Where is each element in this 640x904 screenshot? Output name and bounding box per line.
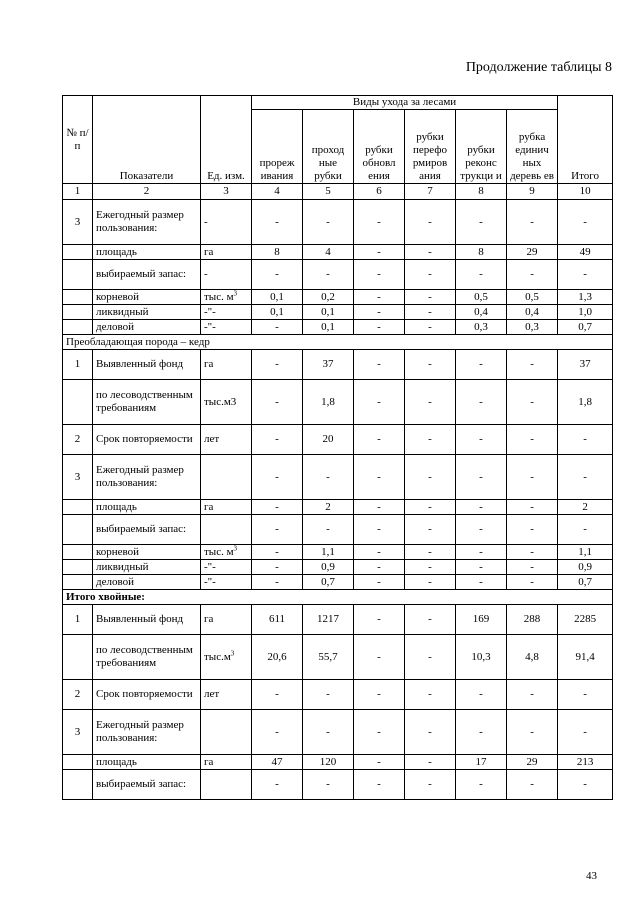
section-title: Итого хвойные: [63,590,613,605]
unit-text: тыс.м3 [204,395,237,408]
row-total: - [558,710,613,755]
row-total: 0,9 [558,560,613,575]
column-number: 3 [201,184,252,200]
table-row [63,305,613,320]
col-header-thinning: прореж ивания [252,110,303,184]
unit-text: лет [204,688,220,700]
row-total: 49 [558,245,613,260]
row-number [63,260,93,290]
row-total: 2285 [558,605,613,635]
row-value: 8 [252,245,303,260]
row-number [63,560,93,575]
row-value: - [405,200,456,245]
row-number [63,515,93,545]
row-value: - [303,455,354,500]
row-value: - [252,575,303,590]
row-value: 37 [303,350,354,380]
table-body [63,200,613,800]
row-value: - [354,680,405,710]
row-number: 3 [63,710,93,755]
section-row [63,590,613,605]
row-value: - [252,770,303,800]
row-value: - [354,500,405,515]
unit-text: - [204,215,208,228]
row-value: - [507,380,558,425]
unit-text: -"- [204,575,216,588]
row-indicator: Выявленный фонд [93,350,201,380]
table-caption: Продолжение таблицы 8 [465,60,612,75]
table-row [63,455,613,500]
row-value: - [405,680,456,710]
row-value: - [405,305,456,320]
row-value: 47 [252,755,303,770]
table-row [63,200,613,245]
row-unit [201,770,252,800]
row-value: - [354,290,405,305]
row-value: - [507,545,558,560]
row-value: 0,5 [456,290,507,305]
row-number [63,500,93,515]
col-header-num: № п/п [63,96,93,184]
unit-text: - [204,268,208,280]
row-value: - [252,260,303,290]
row-value: 4 [303,245,354,260]
row-value: 8 [456,245,507,260]
table-row [63,545,613,560]
row-number: 2 [63,680,93,710]
row-number [63,770,93,800]
row-number: 3 [63,200,93,245]
row-value: 0,7 [303,575,354,590]
column-number: 10 [558,184,613,200]
column-number: 7 [405,184,456,200]
col-header-renewal: рубки обновл ения [354,110,405,184]
row-total: - [558,200,613,245]
row-value: - [507,770,558,800]
row-number [63,245,93,260]
row-indicator: Срок повторяемости [93,680,201,710]
row-indicator: Срок повторяемости [93,425,201,455]
unit-text: -"- [204,560,216,573]
row-total: - [558,680,613,710]
row-value: - [456,425,507,455]
table-row [63,245,613,260]
row-value: - [405,245,456,260]
row-value: - [456,560,507,575]
row-value: - [507,425,558,455]
row-value: - [354,560,405,575]
row-value: - [456,770,507,800]
unit-text: -"- [204,305,216,318]
unit-exponent: 3 [230,648,235,657]
row-value: 0,1 [252,290,303,305]
section-row [63,335,613,350]
row-value: - [303,770,354,800]
row-value: - [405,380,456,425]
row-number: 3 [63,455,93,500]
table-row [63,500,613,515]
table-row [63,380,613,425]
row-number [63,545,93,560]
row-number [63,575,93,590]
row-value: - [456,350,507,380]
table-row [63,560,613,575]
row-unit [201,455,252,500]
row-value: - [303,260,354,290]
table-row [63,350,613,380]
row-value: - [354,575,405,590]
row-value: 20 [303,425,354,455]
row-value: - [405,455,456,500]
row-value: - [354,380,405,425]
row-unit [201,200,252,245]
unit-exponent: 3 [233,544,238,552]
unit-text: га [204,500,214,513]
row-value: 288 [507,605,558,635]
row-indicator: деловой [93,575,201,590]
row-value: 2 [303,500,354,515]
unit-text: га [204,358,214,370]
column-number: 2 [93,184,201,200]
row-value: 611 [252,605,303,635]
table-row [63,755,613,770]
col-header-reconstruction: рубки реконс трукци и [456,110,507,184]
section-title: Преобладающая порода – кедр [63,335,613,350]
column-number: 5 [303,184,354,200]
row-unit [201,245,252,260]
col-header-indicator: Показатели [93,96,201,184]
row-indicator: корневой [93,545,201,560]
row-value: - [354,305,405,320]
row-value: - [354,605,405,635]
row-number [63,755,93,770]
row-value: - [405,605,456,635]
row-value: - [507,260,558,290]
row-total: - [558,425,613,455]
row-total: 0,7 [558,320,613,335]
row-indicator: ликвидный [93,560,201,575]
row-total: 1,1 [558,545,613,560]
row-value: - [354,260,405,290]
row-value: 4,8 [507,635,558,680]
row-value: - [456,545,507,560]
row-value: - [507,680,558,710]
row-value: - [252,200,303,245]
row-number: 1 [63,350,93,380]
row-total: 1,3 [558,290,613,305]
row-unit [201,635,252,680]
row-indicator: ликвидный [93,305,201,320]
table-row [63,770,613,800]
row-value: - [405,545,456,560]
table-row [63,515,613,545]
row-value: - [405,515,456,545]
row-value: - [252,500,303,515]
row-value: 0,1 [303,320,354,335]
table-row [63,680,613,710]
row-number [63,290,93,305]
row-unit [201,320,252,335]
row-value: 0,2 [303,290,354,305]
row-value: - [252,710,303,755]
column-number: 9 [507,184,558,200]
table-row [63,575,613,590]
row-value: - [456,200,507,245]
row-total: - [558,455,613,500]
row-value: 17 [456,755,507,770]
row-value: - [354,455,405,500]
row-value: - [252,560,303,575]
row-unit [201,350,252,380]
row-value: - [405,260,456,290]
row-indicator: деловой [93,320,201,335]
row-unit [201,290,252,305]
row-value: - [303,200,354,245]
row-total: - [558,260,613,290]
table-row [63,320,613,335]
row-value: - [405,635,456,680]
row-value: - [252,515,303,545]
row-value: - [507,500,558,515]
row-value: 0,3 [507,320,558,335]
row-value: - [456,260,507,290]
row-value: 55,7 [303,635,354,680]
row-total: 2 [558,500,613,515]
row-value: 120 [303,755,354,770]
row-value: - [405,350,456,380]
unit-text: -"- [204,320,216,333]
row-value: - [252,350,303,380]
row-value: - [252,680,303,710]
row-value: - [507,515,558,545]
row-number [63,380,93,425]
row-value: 169 [456,605,507,635]
row-value: - [354,545,405,560]
unit-text: тыс.м [204,650,231,663]
row-unit [201,605,252,635]
row-value: - [405,290,456,305]
column-number: 6 [354,184,405,200]
row-unit [201,305,252,320]
row-value: - [252,455,303,500]
table-row [63,260,613,290]
table-row [63,425,613,455]
column-number: 8 [456,184,507,200]
row-value: - [507,455,558,500]
row-total: 213 [558,755,613,770]
row-value: - [456,515,507,545]
row-total: 37 [558,350,613,380]
row-value: - [405,560,456,575]
row-indicator: выбираемый запас: [93,260,201,290]
col-header-group: Виды ухода за лесами [252,96,558,110]
row-number: 2 [63,425,93,455]
row-indicator: выбираемый запас: [93,770,201,800]
row-value: - [507,200,558,245]
unit-text: тыс. м [204,290,234,303]
row-value: 10,3 [456,635,507,680]
row-value: - [354,245,405,260]
unit-text: тыс. м [204,545,234,558]
row-value: - [354,635,405,680]
row-number: 1 [63,605,93,635]
row-unit [201,680,252,710]
row-value: - [354,320,405,335]
row-indicator: корневой [93,290,201,305]
row-number [63,320,93,335]
column-number: 1 [63,184,93,200]
row-number [63,305,93,320]
row-value: - [252,320,303,335]
unit-text: га [204,613,214,625]
row-value: - [252,380,303,425]
row-value: 29 [507,755,558,770]
row-value: 0,3 [456,320,507,335]
unit-text: га [204,755,214,768]
row-value: 0,9 [303,560,354,575]
unit-text: лет [204,433,220,445]
row-indicator: площадь [93,500,201,515]
row-value: - [354,770,405,800]
row-total: 91,4 [558,635,613,680]
row-value: - [507,575,558,590]
row-unit [201,425,252,455]
column-number: 4 [252,184,303,200]
row-value: - [507,710,558,755]
row-value: 0,1 [252,305,303,320]
row-value: - [405,500,456,515]
col-header-total: Итого [558,96,613,184]
row-value: - [354,350,405,380]
col-header-passage: проход ные рубки [303,110,354,184]
row-unit [201,515,252,545]
row-value: 0,1 [303,305,354,320]
row-unit [201,560,252,575]
row-value: - [405,425,456,455]
row-value: - [303,710,354,755]
row-value: 1,1 [303,545,354,560]
row-unit [201,380,252,425]
row-value: - [303,680,354,710]
forest-care-table [62,95,613,800]
row-unit [201,755,252,770]
row-value: - [252,425,303,455]
page-number: 43 [586,870,597,882]
row-value: - [507,560,558,575]
row-value: - [456,680,507,710]
row-value: 1,8 [303,380,354,425]
row-value: - [354,755,405,770]
row-unit [201,260,252,290]
column-number-row [63,184,613,200]
row-value: 0,4 [507,305,558,320]
row-value: 29 [507,245,558,260]
row-indicator: выбираемый запас: [93,515,201,545]
table-row [63,290,613,305]
row-value: - [405,710,456,755]
row-value: - [405,755,456,770]
unit-exponent: 3 [233,289,238,297]
col-header-reforming: рубки перефо рмиров ания [405,110,456,184]
row-total: - [558,515,613,545]
row-value: - [456,455,507,500]
row-total: 1,0 [558,305,613,320]
row-total: 1,8 [558,380,613,425]
row-value: - [405,575,456,590]
row-value: - [354,710,405,755]
row-value: - [405,770,456,800]
col-header-unit: Ед. изм. [201,96,252,184]
row-value: - [456,575,507,590]
row-value: - [507,350,558,380]
row-value: - [405,320,456,335]
row-value: - [456,500,507,515]
table-row [63,635,613,680]
row-number [63,635,93,680]
row-indicator: Выявленный фонд [93,605,201,635]
row-total: 0,7 [558,575,613,590]
unit-text: га [204,245,214,258]
row-unit [201,545,252,560]
row-indicator: по лесоводственным требованиям [93,380,201,425]
row-value: - [456,380,507,425]
row-indicator: Ежегодный размер пользования: [93,455,201,500]
row-value: 20,6 [252,635,303,680]
row-value: - [354,425,405,455]
row-unit [201,575,252,590]
row-value: - [456,710,507,755]
table-row [63,605,613,635]
row-indicator: Ежегодный размер пользования: [93,710,201,755]
row-value: - [252,545,303,560]
row-value: 1217 [303,605,354,635]
row-indicator: площадь [93,755,201,770]
table-row [63,710,613,755]
row-value: - [303,515,354,545]
row-indicator: площадь [93,245,201,260]
row-total: - [558,770,613,800]
row-indicator: Ежегодный размер пользования: [93,200,201,245]
row-value: 0,5 [507,290,558,305]
row-value: - [354,515,405,545]
row-value: 0,4 [456,305,507,320]
row-unit [201,710,252,755]
row-unit [201,500,252,515]
col-header-single-tree: рубка единич ных деревь ев [507,110,558,184]
row-value: - [354,200,405,245]
row-indicator: по лесоводственным требованиям [93,635,201,680]
